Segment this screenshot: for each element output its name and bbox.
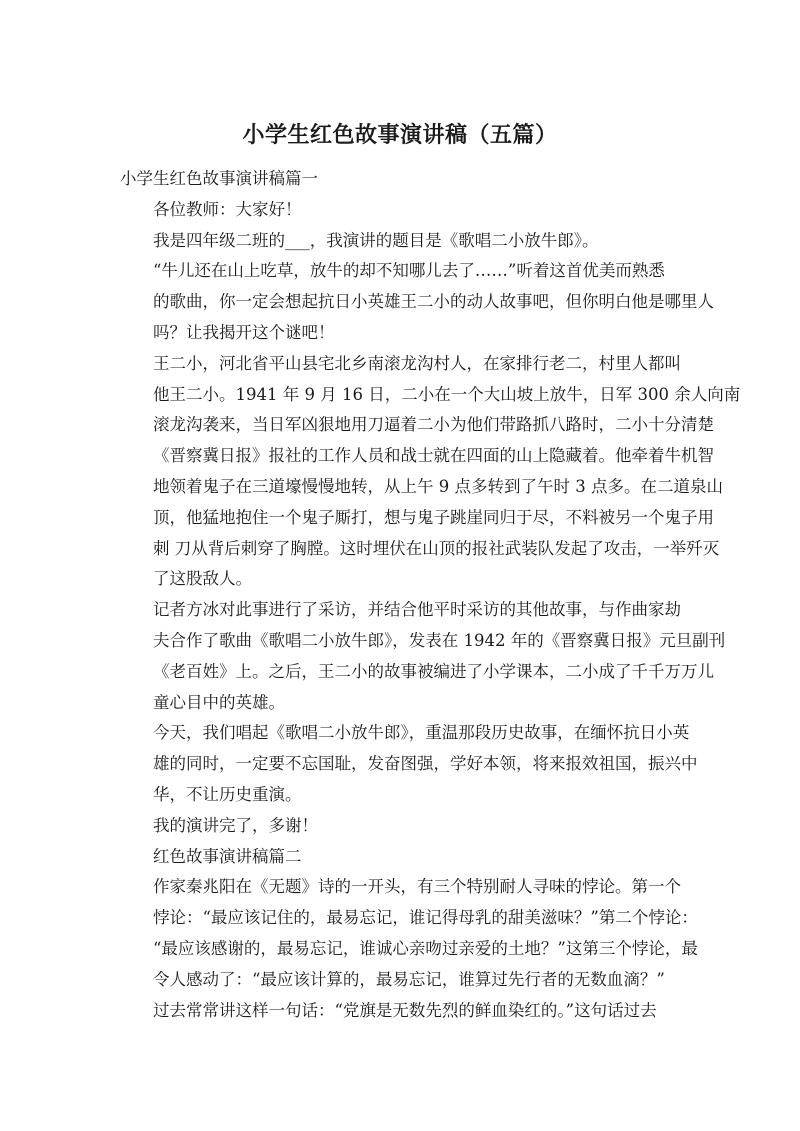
text-line: 夫合作了歌曲《歌唱二小放牛郎》，发表在 1942 年的《晋察冀日报》元旦副刊 (153, 630, 726, 650)
text-line: 红色故事演讲稿篇二 (153, 846, 302, 866)
text-line: 过去常常讲这样一句话：“党旗是无数先烈的鲜血染红的。”这句话过去 (153, 1000, 657, 1020)
text-line: 悖论：“最应该记住的，最易忘记，谁记得母乳的甜美滋味？”第二个悖论： (153, 908, 698, 928)
paragraph (120, 718, 698, 810)
text-line: 《老百姓》上。之后，王二小的故事被编进了小学课本，二小成了千千万万儿 (153, 661, 714, 681)
document-title: 小学生红色故事演讲稿（五篇） (242, 123, 558, 148)
text-line: 地领着鬼子在三道壕慢慢地转，从上午 9 点多转到了午时 3 点多。在二道泉山 (153, 476, 723, 496)
paragraph (120, 164, 680, 195)
text-line: 他王二小。1941 年 9 月 16 日，二小在一个大山坡上放牛，日军 300 余人向南 (153, 384, 741, 404)
document-body (120, 164, 741, 1026)
text-line: 各位教师：大家好！ (153, 199, 302, 219)
text-line: 我的演讲完了，多谢！ (153, 815, 318, 835)
text-line: 的歌曲，你一定会想起抗日小英雄王二小的动人故事吧，但你明白他是哪里人 (153, 292, 714, 312)
paragraph (120, 842, 680, 873)
paragraph (120, 872, 698, 995)
paragraph (120, 226, 680, 257)
text-line: 今天，我们唱起《歌唱二小放牛郎》，重温那段历史故事，在缅怀抗日小英 (153, 723, 690, 743)
paragraph (120, 996, 680, 1027)
text-line: 顶，他猛地抱住一个鬼子厮打，想与鬼子跳崖同归于尽，不料被另一个鬼子用 (153, 507, 714, 527)
text-line: 小学生红色故事演讲稿篇一 (120, 169, 318, 188)
text-line: 作家秦兆阳在《无题》诗的一开头，有三个特别耐人寻味的悖论。第一个 (153, 877, 681, 897)
text-line: “最应该感谢的，最易忘记，谁诚心亲吻过亲爱的土地？”这第三个悖论，最 (153, 938, 698, 958)
text-line: 了这股敌人。 (153, 569, 252, 589)
text-line: 我是四年级二班的___，我演讲的题目是《歌唱二小放牛郎》。 (153, 230, 599, 250)
text-line: 雄的同时，一定要不忘国耻，发奋图强，学好本领，将来报效祖国，振兴中 (153, 754, 698, 774)
text-line: “牛儿还在山上吃草，放牛的却不知哪儿去了……”听着这首优美而熟悉 (153, 261, 665, 281)
text-line: 吗？让我揭开这个谜吧！ (153, 322, 335, 342)
paragraph (120, 256, 714, 348)
text-line: 记者方冰对此事进行了采访，并结合他平时采访的其他故事，与作曲家劫 (153, 600, 681, 620)
text-line: 《晋察冀日报》报社的工作人员和战士就在四面的山上隐藏着。他牵着牛机智 (153, 446, 714, 466)
text-line: 刺 刀从背后刺穿了胸膛。这时埋伏在山顶的报社武装队发起了攻击，一举歼灭 (153, 538, 720, 558)
text-line: 王二小，河北省平山县宅北乡南滚龙沟村人，在家排行老二，村里人都叫 (153, 353, 681, 373)
paragraph (120, 349, 741, 595)
text-line: 华，不让历史重演。 (153, 784, 302, 804)
paragraph (120, 195, 680, 226)
paragraph (120, 595, 726, 718)
text-line: 滚龙沟袭来，当日军凶狠地用刀逼着二小为他们带路抓八路时，二小十分清楚 (153, 415, 714, 435)
text-line: 童心目中的英雄。 (153, 692, 285, 712)
text-line: 令人感动了：“最应该计算的，最易忘记，谁算过先行者的无数血滴？” (153, 969, 665, 989)
paragraph (120, 811, 680, 842)
